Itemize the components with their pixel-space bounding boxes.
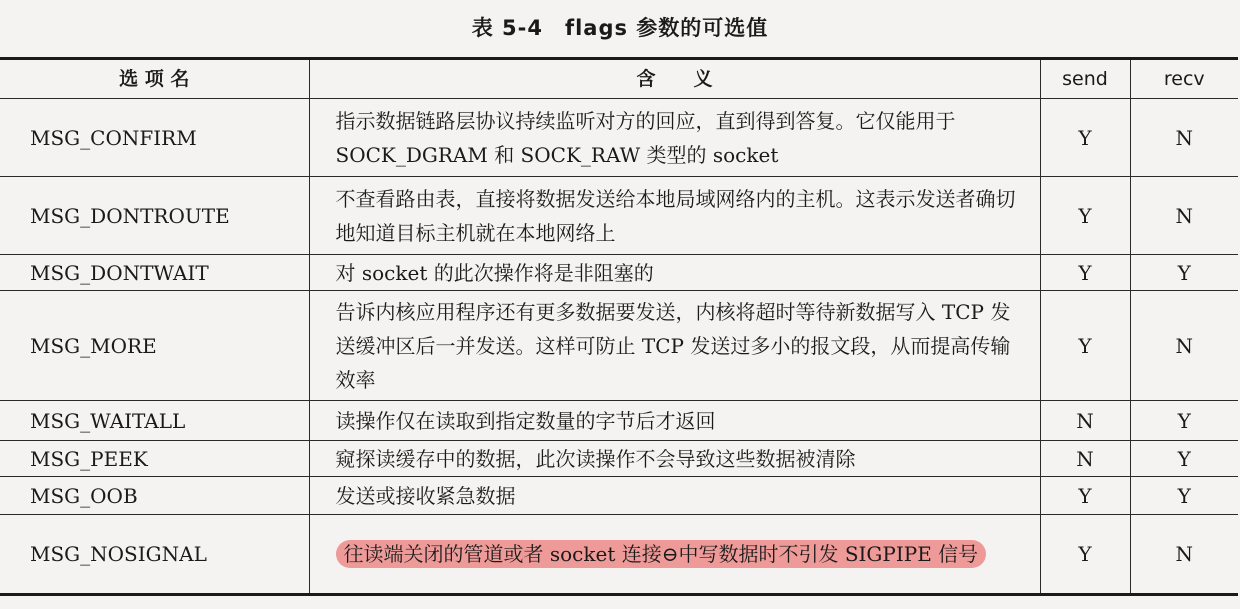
send-flag: Y (1040, 291, 1130, 401)
header-option-name: 选 项 名 (0, 59, 309, 99)
option-meaning: 发送或接收紧急数据 (309, 477, 1040, 515)
table-row (0, 255, 1238, 291)
flags-table (0, 57, 1238, 596)
table-row (0, 99, 1238, 177)
send-flag: Y (1040, 477, 1130, 515)
header-recv: recv (1130, 59, 1238, 99)
recv-flag: Y (1130, 441, 1238, 477)
option-meaning: 指示数据链路层协议持续监听对方的回应，直到得到答复。它仅能用于 SOCK_DGRAM 和 SOCK_RAW 类型的 socket (309, 99, 1040, 177)
recv-flag: Y (1130, 401, 1238, 441)
send-flag: Y (1040, 255, 1130, 291)
option-meaning: 不查看路由表，直接将数据发送给本地局域网络内的主机。这表示发送者确切地知道目标主机就在本地网络上 (309, 177, 1040, 255)
recv-flag: Y (1130, 477, 1238, 515)
option-name: MSG_DONTROUTE (0, 177, 309, 255)
table-row (0, 291, 1238, 401)
option-meaning: 对 socket 的此次操作将是非阻塞的 (309, 255, 1040, 291)
option-name: MSG_NOSIGNAL (0, 515, 309, 595)
option-name: MSG_DONTWAIT (0, 255, 309, 291)
send-flag: N (1040, 401, 1130, 441)
table-title: flags 参数的可选值 (564, 16, 769, 40)
table-number: 表 5-4 (471, 16, 543, 40)
send-flag: Y (1040, 515, 1130, 595)
recv-flag: Y (1130, 255, 1238, 291)
option-name: MSG_CONFIRM (0, 99, 309, 177)
option-meaning: 读操作仅在读取到指定数量的字节后才返回 (309, 401, 1040, 441)
option-name: MSG_PEEK (0, 441, 309, 477)
table-caption (0, 12, 1240, 42)
send-flag: Y (1040, 99, 1130, 177)
recv-flag: N (1130, 177, 1238, 255)
option-name: MSG_WAITALL (0, 401, 309, 441)
header-row (0, 59, 1238, 99)
option-meaning-highlighted (309, 515, 1040, 595)
option-name: MSG_MORE (0, 291, 309, 401)
table-row (0, 477, 1238, 515)
recv-flag: N (1130, 515, 1238, 595)
option-meaning: 窥探读缓存中的数据，此次读操作不会导致这些数据被清除 (309, 441, 1040, 477)
header-send: send (1040, 59, 1130, 99)
header-meaning: 含 义 (309, 59, 1040, 99)
send-flag: N (1040, 441, 1130, 477)
red-highlight-mark: 往读端关闭的管道或者 socket 连接⊖中写数据时不引发 SIGPIPE 信号 (336, 540, 987, 568)
option-name: MSG_OOB (0, 477, 309, 515)
table-row (0, 441, 1238, 477)
table-row (0, 401, 1238, 441)
recv-flag: N (1130, 99, 1238, 177)
table-row (0, 515, 1238, 595)
send-flag: Y (1040, 177, 1130, 255)
recv-flag: N (1130, 291, 1238, 401)
option-meaning: 告诉内核应用程序还有更多数据要发送，内核将超时等待新数据写入 TCP 发送缓冲区后一并发送。这样可防止 TCP 发送过多小的报文段，从而提高传输效率 (309, 291, 1040, 401)
table-row (0, 177, 1238, 255)
